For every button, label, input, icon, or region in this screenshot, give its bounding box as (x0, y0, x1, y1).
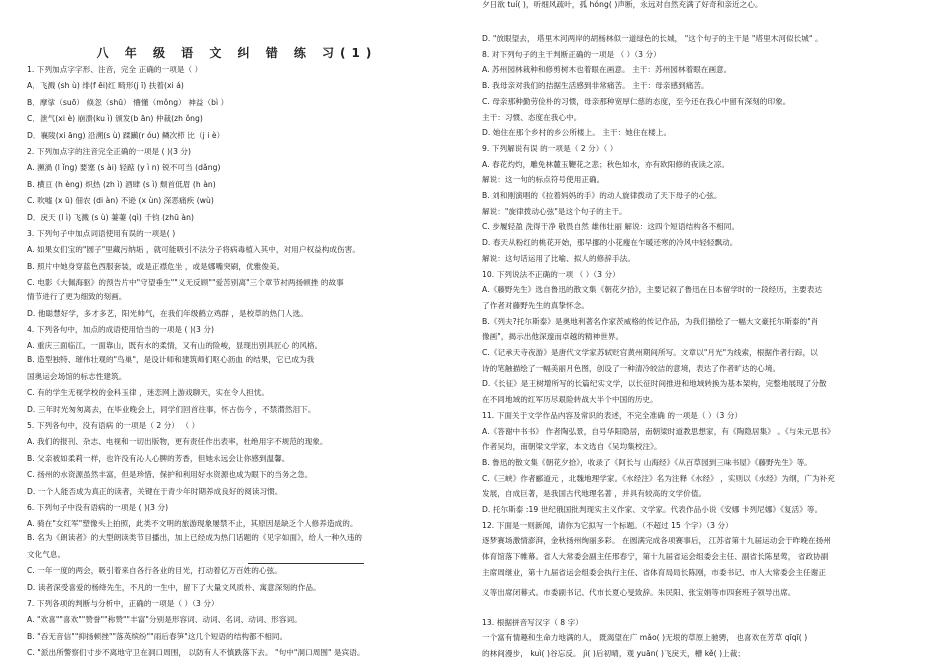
left-text-line: B. 父亲被如柔莉一样，也许没有沁人心脾的芳香，但她永远会让你感到温馨。 (27, 453, 290, 463)
page-title: 八 年 级 语 文 纠 错 练 习(1) (96, 46, 378, 60)
left-text-line: C．泄气(xi è) 崩溃(ku ì) 颁发(b ān) 仲裁(zh ǒng) (27, 114, 203, 124)
right-text-line: 在不同地域的红军历尽艰险转战大半个中国的历史。 (482, 395, 658, 405)
left-text-line: 情节进行了更为细致的刻画。 (27, 292, 127, 302)
right-text-line: D. 她住在那个乡村的乡公所楼上。 主干：她住在楼上。 (482, 128, 672, 138)
right-text-line: D. "放眼望去， 塔里木河两岸的胡杨林似一道绿色的长城， "这个句子的主干是 "塔里木河似长城" 。 (482, 34, 823, 43)
right-text-line: 8. 对下列句子的主干判断正确的一项是 （ ）（3 分） (482, 49, 661, 59)
right-text-line: C.《三峡》作者郦道元 ，北魏地理学家。《水经注》名为注释《水经》 ，实则以《水经》为纲，广为补充 (482, 473, 835, 483)
left-text-line: B. 造型独特、璀伟壮观的"鸟巢"，是设计师和建筑师们呕心沥血 的结果，它已成为我 (27, 355, 315, 365)
left-text-line: A. 如果女们宝的"圆子"里藏污纳垢 ，就可能吸引不法分子将病毒植入其中，对用户权益构成伤害。 (27, 245, 360, 255)
right-text-line: C. 步履轻盈 洗得干净 敬畏自然 雄伟壮丽 解说：这四个短语结构各不相同。 (482, 222, 740, 232)
right-text-line: 9. 下列解说有误 的一项是（ 2 分）（ ） (482, 143, 618, 153)
left-text-line: C. 一年一度的两会，吸引着来自各行各业的目光，打动着亿万百姓的心弦。 (27, 566, 282, 576)
left-text-line: B. 照片中她身穿蓝色西服套装，或是正襟危坐 ，或是娜嘴突刷，优雅俊美。 (27, 261, 285, 271)
left-text-line: B. "吞无音信""抑扬顿挫""落英缤纷""雨后春笋"这几个短语的结构都不相同。 (27, 631, 288, 641)
right-text-line: B. 我母亲对我们的拮据生活感到非常痛苦。 主干：母亲感到痛苦。 (482, 81, 709, 91)
right-text-line: 解说：这一句的标点符号使用正确。 (482, 175, 605, 185)
left-text-line: A. 我们的报刊、杂志、电视和一切出版物，更有责任作出表率，杜绝用字不规范的现象。 (27, 437, 328, 447)
right-text-line: D. 托尔斯泰 :19 世纪俄国批判现实主义作家、文学家。代表作品小说《安娜 卡列尼娜》《复活》等。 (482, 505, 823, 514)
right-text-line: A. 春花灼灼，雕免林麓玉鞭花之悲；秋色如水，亦有欧阳修的夜读之凉。 (482, 159, 729, 169)
left-text-line: A. 骑在"女红军"塑像头上拍照，此类不文明的旅游现象屡禁不止，其原因是缺乏个人修养造成的。 (27, 519, 358, 529)
right-text-line: B. 刘和刚演唱的《拉着妈妈的手》的动人旋律拨动了天下母子的心弦。 (482, 191, 722, 200)
right-text-line: C.《记承天寺夜游》是唐代文学家苏轼贬官黄州期间所写。文章以"月光"为线索，根据作者行踪，以 (482, 348, 818, 357)
left-text-line: 5. 下列各句中，没有语病 的一项是（ 2 分） （ ） (27, 421, 200, 430)
right-text-line: 了作者对藤野先生的真挚怀念。 (482, 300, 590, 310)
left-text-line: B. 名为《朗读者》的大型朗读类节目播出，加上已经成为热门话题的《见字如面》，给人一种久违的 (27, 533, 363, 543)
right-text-line: 像画"，揭示出他深邃而卓越的精神世界。 (482, 332, 624, 342)
left-text-line: B．摩挲（suō） 倏忽（shū） 懵懂（mǒng） 神益（bì ） (27, 97, 229, 107)
right-text-line: 11. 下面关于文学作品内容及常识的表述，不完全准确 的一项是（ ）（3 分） (482, 410, 743, 420)
left-text-line: D. 三年时光匆匆离去，在毕业晚会上，同学们回首往事，怀古伤今 ，不禁潸然泪下。 (27, 404, 316, 414)
right-text-line: 12. 下面是一则新闻，请你为它拟写一个标题。（不超过 15 个字）（3 分） (482, 520, 733, 530)
left-text-line: A. "欢喜""喜欢""赞誉""称赞""丰富"分别是形容词、动词、名词、动词、形容词。 (27, 615, 302, 625)
right-text-line: 10. 下列说法不正确的一项 （ ）（3 分） (482, 269, 620, 279)
right-text-line: C. 母亲那种勤劳俭朴的习惯，母亲那种宽厚仁慈的态度，至今还在我心中留有深刻的印象。 (482, 96, 791, 106)
left-text-line: A. 瀕渦 (l ǐng) 要塞 (s ài) 轻踮 (y ì n) 锐不可当 (dǎng) (27, 163, 221, 173)
right-text-line: B.《列夫?托尔斯泰》是奥地利著名作家茨威格的传记作品，为我们描绘了一幅大文豪托尔斯泰的"肖 (482, 316, 819, 326)
right-text-line: D.《长征》是王树增所写的长篇纪实文学，以长征时间推进和地域转换为基本架构，完整地展现了分散 (482, 379, 827, 389)
left-text-line: 6. 下列句子中没有语病的一项是 ( )(3 分) (27, 503, 169, 512)
left-text-line: D. 他聪慧好学，多才多艺，阳光帅气，在我们年级鹤立鸡群 ，是校草的热门人选。 (27, 308, 308, 318)
right-text-line: 诗的笔触描绘了一幅美丽月色图，创设了一种清冷皎洁的意境，表达了作者旷达的心境。 (482, 363, 781, 373)
left-text-line: 国奥运会场馆的标志性建筑。 (27, 371, 127, 381)
left-text-line: 1. 下列加点字字形、注音，完全 正确的一项是（ ） (27, 65, 203, 74)
left-text-line: A．飞溅 (sh ù) 绯(f ēi)红 畸形(j ī) 扶着(xi á) (27, 81, 184, 91)
right-text-line: 的林间漫步， kuì( )谷忘反。 jì( )后初晴，观 yuān( )飞戾天，槽 kě( )上裁； (482, 648, 746, 658)
left-text-line: C. 电影《大佩海驱》的预告片中"守望垂生""义无反顾""爱苦别离"三个章节衬两扬顿挫 的故事 (27, 278, 344, 288)
left-text-line: 7. 下列各项的判断与分析中，正确的一项是（ ）（3 分） (27, 599, 219, 608)
news-answer-line (248, 563, 364, 564)
right-text-line: 主干：习惯、态度在我心中。 (482, 112, 582, 122)
right-text-line: D. 春天从粉红的桃花开始，那早挪的小花瘦在乍暖还寒的冷风中轻轻飘动。 (482, 238, 738, 248)
left-text-line: D．戾天 (l ì) 飞溅 (s ù) 萋萋 (qì) 千钧 (zhū àn) (27, 212, 194, 222)
left-text-line: D．襄陵(xi āng) 沿溯(s ù) 蹂躏(r óu) 鳞次栉 比（j i è） (27, 130, 225, 140)
left-text-line: C. 有的学生无视学校的金科玉律 ，迷恋网上游戏聊天，实在令人担忧。 (27, 388, 270, 398)
left-text-line: C. "派出所警察们寸步不离地守卫在洞口周围， 以防有人不慎跌落下去。 "句中"洞口周围" 是宾语。 (27, 648, 365, 658)
left-text-line: 4. 下列各句中，加点的成语使用恰当的一项是 ( )(3 分) (27, 325, 215, 334)
left-text-line: C. 吹嘘 (x ū) 佃农 (di àn) 不逊 (x ùn) 深恶痛疾 (wù) (27, 196, 214, 206)
right-text-line: A. 苏州园林栽种和修剪树木也着眼在画意。 主干：苏州园林着眼在画意。 (482, 65, 732, 75)
right-text-line: 义等出席闭幕式。市委副书记、代市长夏心旻致辞。朱民阳、张宝娟等市四套班子领导出席。 (482, 587, 796, 597)
right-text-line: 发展，自成巨著，是我国古代地理名著 ，并具有较高的文学价值。 (482, 489, 707, 499)
right-text-line: 逐梦赛场激情澎湃，金秋扬州绚丽多彩。 在圆满完成各项赛事后， 江苏省第十九届运动会于昨晚在扬州 (482, 536, 831, 546)
left-text-line: 2. 下列加点字的注音完全正确的一项是 ( )(3 分) (27, 147, 192, 156)
right-text-line: 体育馆落下帷幕。省人大常委会副主任邢春宁，第十九届省运会组委会主任、副省长陈星莺， 省政协副 (482, 552, 829, 562)
right-text-line: 主席周继业，第十九届省运会组委会执行主任、省体育局局长陈刚，市委书记、市人大常委会主任谢正 (482, 567, 826, 577)
left-text-line: D. 读者深受喜爱的杨绛先生，不凡的一生中，留下了大量文风质朴、寓意深刻的作品。 (27, 582, 321, 592)
right-text-line: A.《答谢中书书》 作者陶弘景，自号华阳隐居，南朝梁时道教思想家，有《陶隐居集》 。《与朱元思书》 (482, 426, 835, 436)
left-text-line: 文化气息。 (27, 549, 66, 559)
left-text-line: B. 横亘 (h èng) 炽热 (zh ì) 酒肆 (s ì) 颓首低眉 (h àn) (27, 179, 216, 189)
right-text-line: 13. 根据拼音写汉字（ 8 字） (482, 617, 583, 627)
right-text-line: 夕日欲 tuí( )，听细风疏叶，孤 hóng( )声断，永远对自然充满了好奇和亲近之心。 (482, 0, 763, 9)
right-text-line: B. 鲁迅的散文集《朝花夕拾》，收录了《阿长与 山海经》《从百草园到三味书屋》《藤野先生》等。 (482, 457, 812, 467)
right-text-line: 解说：这句话运用了比喻、拟人的修辞手法。 (482, 253, 635, 263)
left-text-line: C. 扬州的水资源虽然丰富，但是珍惜、保护和利用好水资源也成为眼下的当务之急。 (27, 470, 313, 480)
right-text-line: 作者吴均，南朝梁文学家，本文选自《吴均集校注》。 (482, 442, 662, 452)
right-text-line: A.《藤野先生》选自鲁迅的散文集《朝花夕拾》，主要记叙了鲁迅在日本留学时的一段经历，主要表达 (482, 285, 823, 295)
right-text-line: 一个富有情趣和生命力地满的人， 既渴望在广 mǎo( )无垠的草原上驰骋， 也喜欢在芳草 qīqī( ) (482, 633, 808, 643)
left-text-line: 3. 下列句子中加点词语使用有误的一项是( ) (27, 229, 176, 238)
left-text-line: D. 一个人能否成为真正的读者，关键在于青少年时期养成良好的阅读习惯。 (27, 486, 283, 496)
left-text-line: A. 重庆三面临江，一面靠山，既有水的柔情，又有山的险峻，显现出别具匠心 的风格。 (27, 341, 323, 351)
right-text-line: 解说："旋律拨动心弦"是这个句子的主干。 (482, 206, 627, 216)
